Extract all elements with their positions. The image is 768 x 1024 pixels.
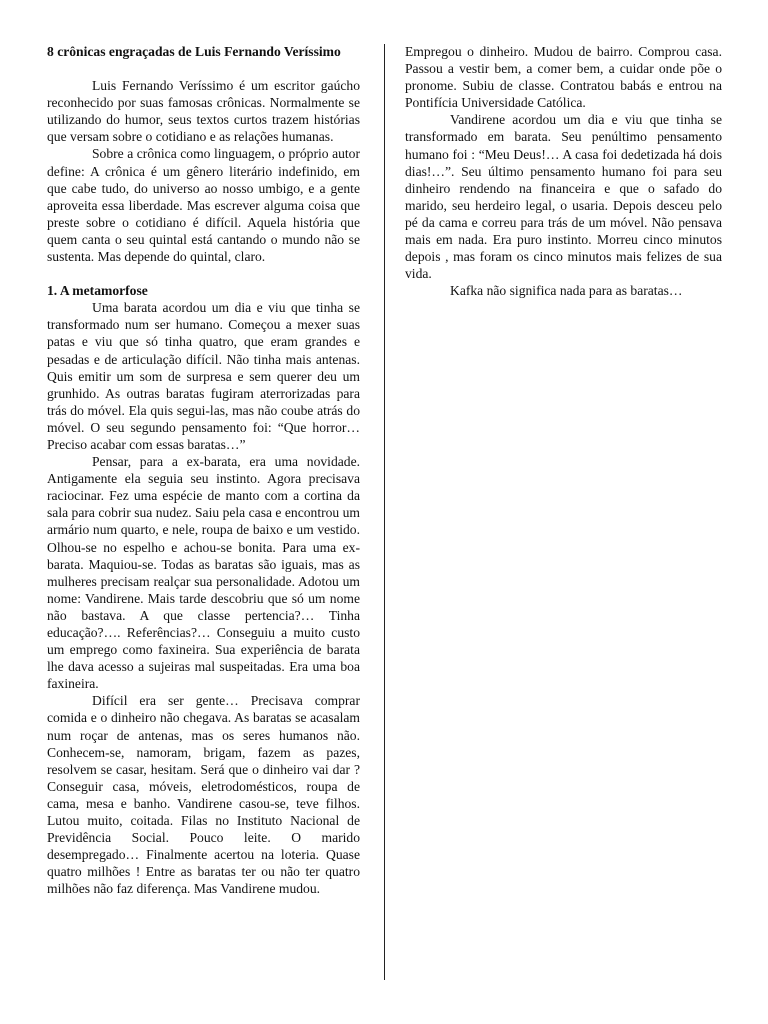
story-paragraph-continuation: Empregou o dinheiro. Mudou de bairro. Comprou casa. Passou a vestir bem, a comer bem, a cuidar onde põe o pronome. Subiu de classe. Contratou babás e entrou na Pontifícia Universidade Católica. [405, 44, 722, 111]
left-column [47, 43, 360, 898]
intro-paragraph: Sobre a crônica como linguagem, o próprio autor define: A crônica é um gênero literário indefinido, em que cabe tudo, do universo ao nosso umbigo, e a gente aproveita essa liberdade. Mas escrever alguma coisa que preste sobre o cotidiano é difícil. Aquela história que quem canta o seu quintal está cantando o mundo não se sustenta. Mas depende do quintal, claro. [47, 146, 360, 265]
section-heading: 1. A metamorfose [47, 283, 148, 299]
right-column [405, 43, 722, 299]
intro-paragraph: Luis Fernando Veríssimo é um escritor gaúcho reconhecido por suas famosas crônicas. Normalmente se utilizando do humor, seus textos curtos trazem histórias que versam sobre o cotidiano e as relações humanas. [47, 78, 360, 145]
story-closing-line: Kafka não significa nada para as baratas… [450, 283, 683, 299]
document-title: 8 crônicas engraçadas de Luis Fernando Veríssimo [47, 44, 341, 59]
story-paragraph: Pensar, para a ex-barata, era uma novidade. Antigamente ela seguia seu instinto. Agora precisava raciocinar. Fez uma espécie de manto com a cortina da sala para cobrir sua nudez. Saiu pela casa e encontrou um armário num quarto, e nele, roupa de baixo e um vestido. Olhou-se no espelho e achou-se bonita. Para uma ex-barata. Maquiou-se. Todas as baratas são iguais, mas as mulheres precisam realçar sua personalidade. Adotou um nome: Vandirene. Mais tarde descobriu que só um nome não bastava. A que classe pertencia?… Tinha educação?…. Referências?… Conseguiu a muito custo um emprego como faxineira. Sua experiência de barata lhe dava acesso a sujeiras mal suspeitadas. Era uma boa faxineira. [47, 454, 360, 692]
story-paragraph: Difícil era ser gente… Precisava comprar comida e o dinheiro não chegava. As baratas se acasalam num roçar de antenas, mas os seres humanos não. Conhecem-se, namoram, brigam, fazem as pazes, resolvem se casar, hesitam. Será que o dinheiro vai dar ? Conseguir casa, móveis, eletrodomésticos, roupa de cama, mesa e banho. Vandirene casou-se, teve filhos. Lutou muito, coitada. Filas no Instituto Nacional de Previdência Social. Pouco leite. O marido desempregado… Finalmente acertou na loteria. Quase quatro milhões ! Entre as baratas ter ou não ter quatro milhões não faz diferença. Mas Vandirene mudou. [47, 693, 360, 897]
story-paragraph: Vandirene acordou um dia e viu que tinha se transformado em barata. Seu penúltimo pensamento humano foi : “Meu Deus!… A casa foi dedetizada há dois dias!…”. Seu último pensamento humano foi para seu dinheiro rendendo na financeira e que o safado do marido, seu herdeiro legal, o usaria. Depois desceu pelo pé da cama e correu para trás de um móvel. Não pensava mais em nada. Era puro instinto. Morreu cinco minutos depois , mas foram os cinco minutos mais felizes de sua vida. [405, 112, 722, 282]
column-divider [384, 44, 385, 980]
story-paragraph: Uma barata acordou um dia e viu que tinha se transformado num ser humano. Começou a mexer suas patas e viu que só tinha quatro, que eram grandes e pesadas e de articulação difícil. Não tinha mais antenas. Quis emitir um som de surpresa e sem querer deu um grunhido. As outras baratas fugiram aterrorizadas para trás do móvel. Ela quis segui-las, mas não coube atrás do móvel. O seu segundo pensamento foi: “Que horror… Preciso acabar com essas baratas…” [47, 300, 360, 452]
